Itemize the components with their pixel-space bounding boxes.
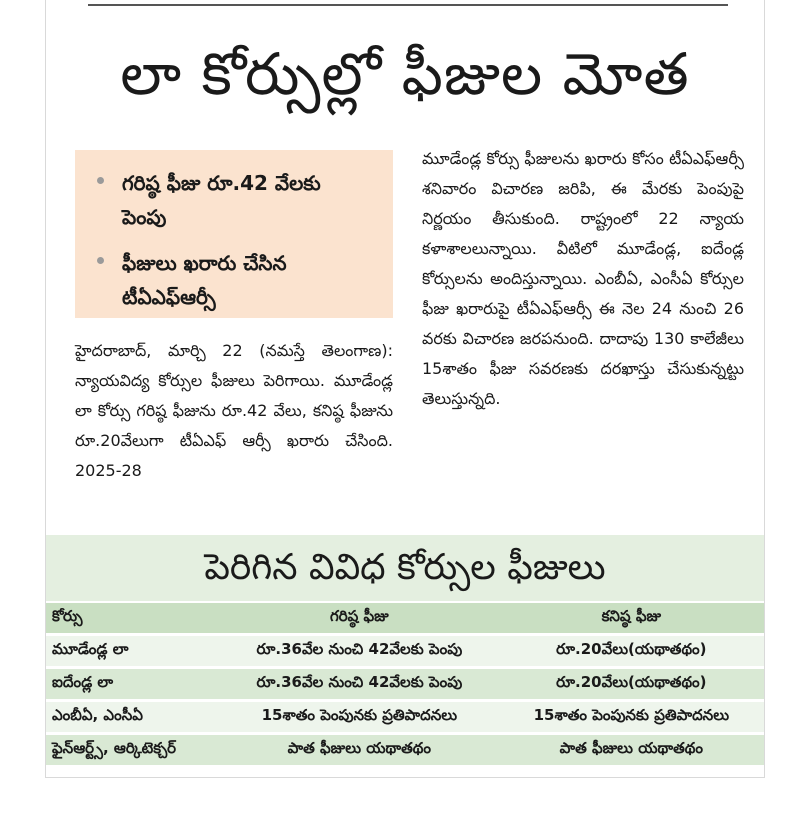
bullet-icon [97, 177, 104, 184]
column-header-min-fee: కనిష్ఠ ఫీజు [601, 607, 662, 625]
cell-min-fee: రూ.20వేలు(యథాతథం) [499, 668, 764, 701]
cell-max-fee: రూ.36వేల నుంచి 42వేలకు పెంపు [220, 635, 499, 668]
cell-course: మూడేండ్ల లా [46, 635, 220, 668]
top-rule [88, 4, 728, 6]
highlights-box [75, 150, 393, 318]
cell-min-fee: పాత ఫీజులు యథాతథం [499, 734, 764, 766]
fees-table [46, 603, 764, 765]
table-title: పెరిగిన వివిధ కోర్సుల ఫీజులు [204, 547, 606, 588]
table-header-row [46, 603, 764, 635]
cell-course: ఐదేండ్ల లా [46, 668, 220, 701]
cell-max-fee: పాత ఫీజులు యథాతథం [220, 734, 499, 766]
headline: లా కోర్సుల్లో ఫీజుల మోత [120, 40, 690, 108]
cell-max-fee: 15శాతం పెంపునకు ప్రతిపాదనలు [220, 701, 499, 734]
table-row [46, 734, 764, 766]
cell-course: ఫైన్ఆర్ట్స్, ఆర్కిటెక్చర్ [46, 734, 220, 766]
cell-course: ఎంబీఏ, ఎంసీఏ [46, 701, 220, 734]
column-header-max-fee: గరిష్ఠ ఫీజు [329, 607, 389, 625]
column-header-course: కోర్సు [52, 607, 83, 625]
table-row [46, 701, 764, 734]
highlight-text: ఫీజులు ఖరారు చేసిన టీఏఎఫ్ఆర్సీ [122, 251, 287, 309]
body-text-left: హైదరాబాద్, మార్చి 22 (నమస్తే తెలంగాణ): న్యాయవిద్య కోర్సుల ఫీజులు పెరిగాయి. మూడేండ్ల లా కోర్సు గరిష్ఠ ఫీజును రూ.42 వేలు, కనిష్ఠ ఫీజును రూ.20వేలుగా టీఏఎఫ్ ఆర్సీ ఖరారు చేసింది. 2025-28 [75, 341, 393, 480]
cell-min-fee: రూ.20వేలు(యథాతథం) [499, 635, 764, 668]
cell-max-fee: రూ.36వేల నుంచి 42వేలకు పెంపు [220, 668, 499, 701]
highlight-item [97, 246, 381, 314]
table-row [46, 635, 764, 668]
highlight-text: గరిష్ఠ ఫీజు రూ.42 వేలకు పెంపు [122, 171, 321, 229]
body-text-right: మూడేండ్ల కోర్సు ఫీజులను ఖరారు కోసం టీఏఎఫ్ఆర్సీ శనివారం విచారణ జరిపి, ఈ మేరకు పెంపుపై నిర్ణయం తీసుకుంది. రాష్ట్రంలో 22 న్యాయ కళాశాలలున్నాయి. వీటిలో మూడేండ్ల, ఐదేండ్ల కోర్సులను అందిస్తున్నాయి. ఎంబీఏ, ఎంసీఏ కోర్సుల ఫీజు ఖరారుపై టీఏఎఫ్ఆర్సీ ఈ నెల 24 నుంచి 26 వరకు విచారణ జరపనుంది. దాదాపు 130 కాలేజీలు 15శాతం ఫీజు సవరణకు దరఖాస్తు చేసుకున్నట్టు తెలుస్తున్నది. [422, 149, 744, 408]
highlight-item [97, 166, 381, 234]
cell-min-fee: 15శాతం పెంపునకు ప్రతిపాదనలు [499, 701, 764, 734]
table-row [46, 668, 764, 701]
bullet-icon [97, 257, 104, 264]
